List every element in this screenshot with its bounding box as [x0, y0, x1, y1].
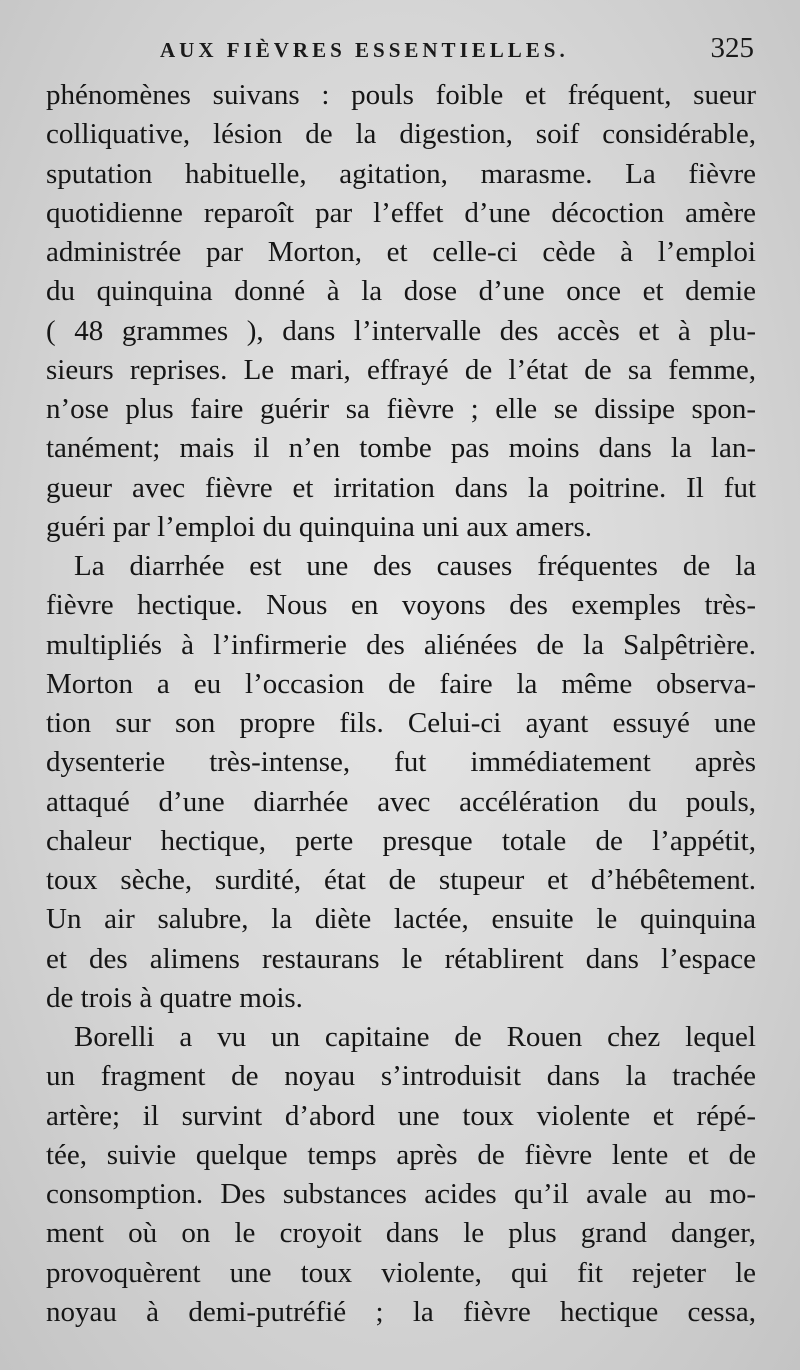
text-line: gueur avec fièvre et irritation dans la poitrine. Il fut [46, 471, 756, 504]
text-line: provoquèrent une toux violente, qui fit rejeter le [46, 1256, 756, 1289]
paragraph-end-line: guéri par l’emploi du quinquina uni aux amers. [46, 510, 593, 543]
text-line: chaleur hectique, perte presque totale de l’appétit, [46, 824, 756, 857]
text-line: et des alimens restaurans le rétablirent dans l’espace [46, 942, 756, 975]
page-header [0, 30, 800, 74]
text-line: toux sèche, surdité, état de stupeur et d’hébêtement. [46, 864, 756, 896]
text-line: administrée par Morton, et celle-ci cède à l’emploi [46, 236, 756, 268]
text-line: sieurs reprises. Le mari, effrayé de l’état de sa femme, [46, 353, 756, 386]
text-line: tion sur son propre fils. Celui-ci ayant essuyé une [46, 707, 756, 739]
text-line: ( 48 grammes ), dans l’intervalle des accès et à plu- [46, 314, 756, 347]
text-line: Morton a eu l’occasion de faire la même observa- [46, 667, 756, 700]
body-text [46, 76, 756, 1332]
text-line: quotidienne reparoît par l’effet d’une décoction amère [46, 196, 756, 229]
text-line: du quinquina donné à la dose d’une once et demie [46, 275, 756, 308]
text-line: n’ose plus faire guérir sa fièvre ; elle se dissipe spon- [46, 393, 756, 425]
text-line: attaqué d’une diarrhée avec accélération du pouls, [46, 785, 756, 818]
text-line: tée, suivie quelque temps après de fièvre lente et de [46, 1138, 756, 1171]
paragraph-first-line: La diarrhée est une des causes fréquentes de la [74, 550, 756, 582]
paragraph-first-line: Borelli a vu un capitaine de Rouen chez lequel [74, 1021, 756, 1053]
text-line: phénomènes suivans : pouls foible et fréquent, sueur [46, 79, 756, 111]
paragraph-end-line: de trois à quatre mois. [46, 981, 303, 1014]
text-line: fièvre hectique. Nous en voyons des exemples très- [46, 589, 756, 622]
text-line: tanément; mais il n’en tombe pas moins dans la lan- [46, 432, 756, 465]
running-title: AUX FIÈVRES ESSENTIELLES. [160, 38, 569, 62]
text-line: artère; il survint d’abord une toux violente et répé- [46, 1099, 756, 1132]
text-line: noyau à demi-putréfié ; la fièvre hectique cessa, [46, 1295, 756, 1328]
text-line: consomption. Des substances acides qu’il avale au mo- [46, 1178, 756, 1210]
page-number: 325 [710, 32, 754, 64]
text-line: un fragment de noyau s’introduisit dans la trachée [46, 1060, 756, 1093]
text-line: sputation habituelle, agitation, marasme. La fièvre [46, 157, 756, 190]
text-line: dysenterie très-intense, fut immédiatement après [46, 746, 756, 779]
text-line: multipliés à l’infirmerie des aliénées de la Salpêtrière. [46, 628, 756, 661]
text-line: Un air salubre, la diète lactée, ensuite le quinquina [46, 903, 756, 936]
text-line: colliquative, lésion de la digestion, soif considérable, [46, 118, 756, 151]
text-line: ment où on le croyoit dans le plus grand danger, [46, 1217, 756, 1250]
